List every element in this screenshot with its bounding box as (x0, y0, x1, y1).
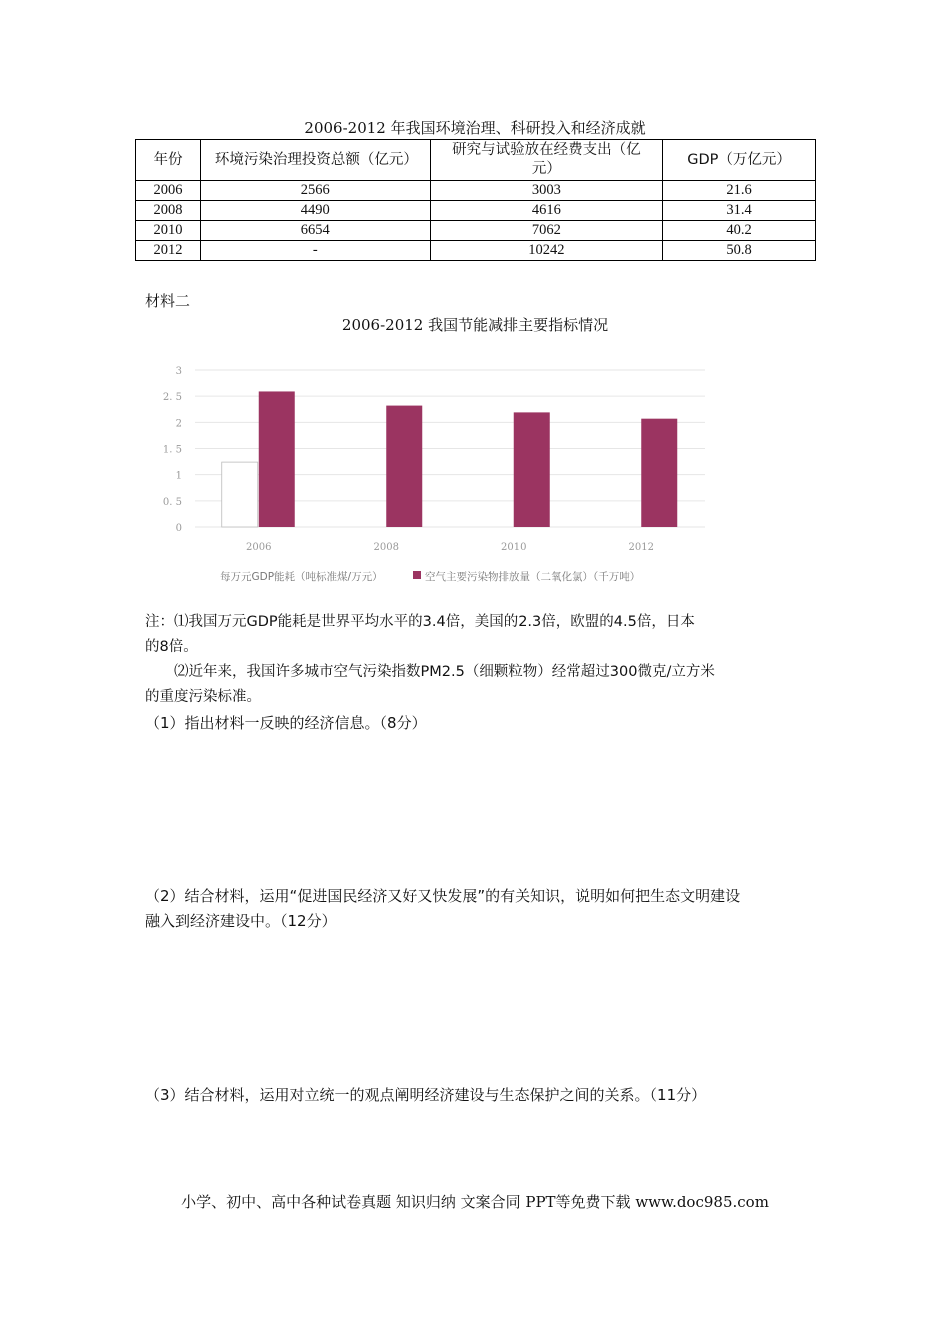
cell-gdp: 21.6 (663, 181, 816, 201)
y-tick-label: 3 (175, 366, 182, 377)
bar-chart (140, 356, 720, 596)
cell-rnd: 7062 (430, 221, 663, 241)
cell-year: 2012 (136, 241, 201, 261)
data-table (135, 139, 816, 261)
header-pollution-investment: 环境污染治理投资总额（亿元） (200, 140, 430, 181)
y-tick-label: 2 (175, 418, 182, 430)
legend-label-energy: 每万元GDP能耗（吨标准煤/万元） (220, 571, 383, 583)
cell-investment: - (200, 241, 430, 261)
cell-year: 2008 (136, 201, 201, 221)
note-2-line-2: 的重度污染标准。 (145, 689, 261, 705)
question-1: （1）指出材料一反映的经济信息。（8分） (145, 714, 427, 732)
note-2-line-1: ⑵近年来，我国许多城市空气污染指数PM2.5（细颗粒物）经常超过300微克/立方米 (174, 664, 715, 680)
y-tick-label: 0. 5 (162, 496, 182, 508)
cell-gdp: 40.2 (663, 221, 816, 241)
bar-air-pollutant-emission (259, 391, 295, 527)
bar-air-pollutant-emission (514, 412, 550, 527)
x-tick-label: 2008 (373, 542, 399, 553)
legend-swatch-pollutant (413, 571, 421, 579)
y-tick-label: 1 (175, 470, 182, 482)
table-row (136, 181, 816, 201)
table-row (136, 241, 816, 261)
x-tick-label: 2006 (246, 542, 272, 553)
y-tick-labels (163, 366, 182, 534)
cell-investment: 2566 (200, 181, 430, 201)
table-row (136, 201, 816, 221)
note-1-line-1: 注：⑴我国万元GDP能耗是世界平均水平的3.4倍，美国的2.3倍，欧盟的4.5倍，日本 (145, 614, 695, 630)
x-tick-label: 2012 (628, 542, 654, 553)
y-tick-label: 0 (175, 523, 182, 534)
legend-label-pollutant: 空气主要污染物排放量（二氧化氯）（千万吨） (425, 571, 641, 583)
table-header-row (136, 140, 816, 181)
cell-year: 2006 (136, 181, 201, 201)
bar-energy-consumption (222, 462, 258, 527)
chart-legend (220, 570, 640, 583)
x-tick-labels (246, 542, 654, 553)
material-two-label: 材料二 (145, 292, 191, 310)
cell-gdp: 31.4 (663, 201, 816, 221)
cell-rnd: 4616 (430, 201, 663, 221)
cell-year: 2010 (136, 221, 201, 241)
chart-bars (222, 391, 678, 527)
y-tick-label: 1. 5 (162, 444, 182, 456)
cell-rnd: 3003 (430, 181, 663, 201)
question-3: （3）结合材料，运用对立统一的观点阐明经济建设与生态保护之间的关系。（11分） (145, 1086, 707, 1104)
question-2-line-1: （2）结合材料，运用“促进国民经济又好又快发展”的有关知识，说明如何把生态文明建设 (145, 887, 741, 905)
footer: 小学、初中、高中各种试卷真题 知识归纳 文案合同 PPT等免费下载 www.doc985.com (181, 1193, 769, 1211)
header-year: 年份 (136, 140, 201, 181)
y-tick-label: 2. 5 (162, 392, 182, 404)
x-tick-label: 2010 (501, 542, 527, 553)
header-rnd-expenditure: 研究与试验放在经费支出（亿元） (430, 140, 663, 181)
bar-air-pollutant-emission (641, 419, 677, 527)
chart-title: 2006-2012 我国节能减排主要指标情况 (341, 316, 609, 334)
cell-investment: 6654 (200, 221, 430, 241)
bar-air-pollutant-emission (386, 406, 422, 527)
table-row (136, 221, 816, 241)
cell-investment: 4490 (200, 201, 430, 221)
question-2-line-2: 融入到经济建设中。（12分） (145, 912, 337, 930)
cell-rnd: 10242 (430, 241, 663, 261)
header-gdp: GDP（万亿元） (663, 140, 816, 181)
table-title: 2006-2012 年我国环境治理、科研投入和经济成就 (304, 119, 646, 137)
note-1-line-2: 的8倍。 (145, 639, 198, 655)
cell-gdp: 50.8 (663, 241, 816, 261)
